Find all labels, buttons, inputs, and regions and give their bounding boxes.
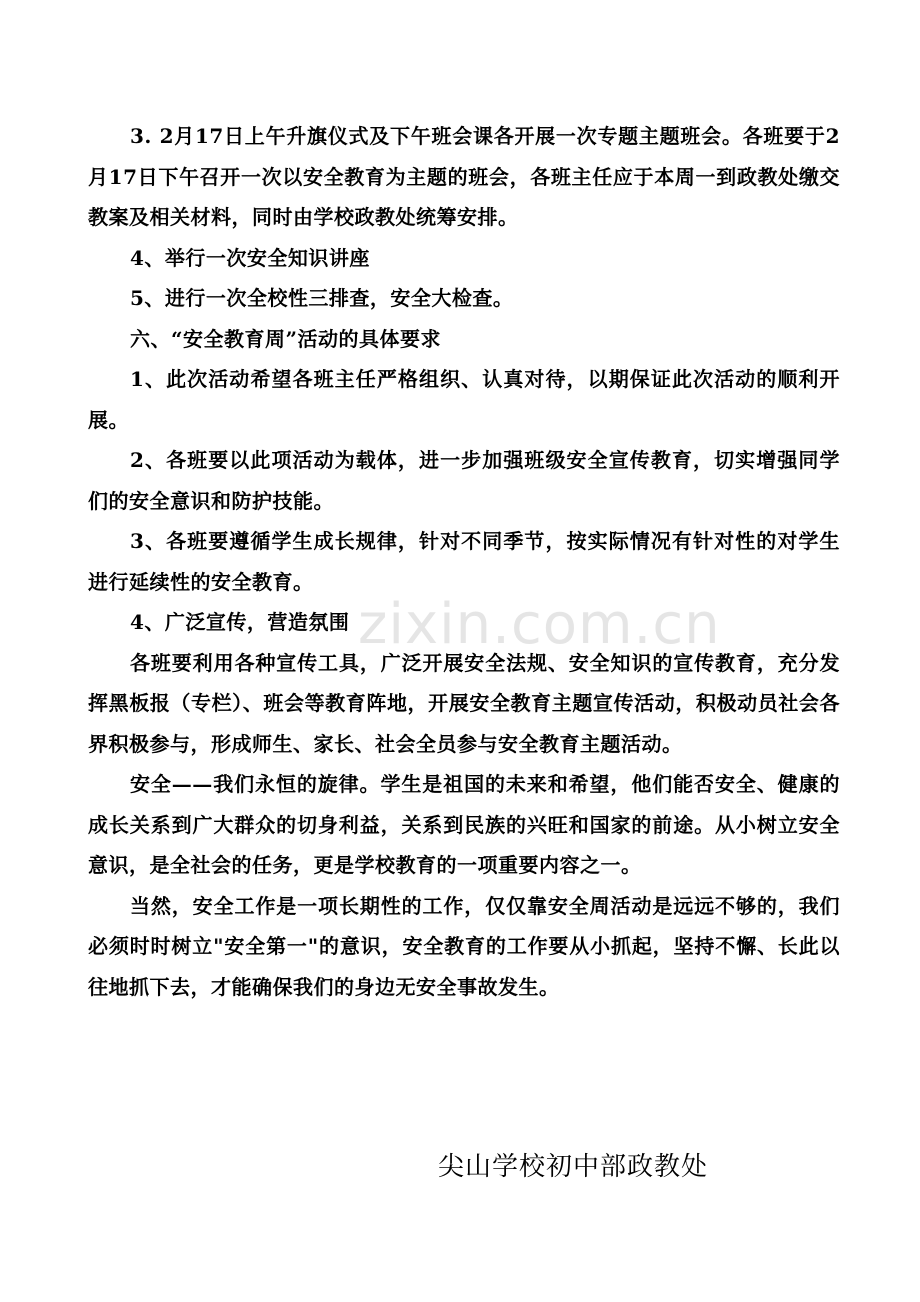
requirement-item-1: 1、此次活动希望各班主任严格组织、认真对待，以期保证此次活动的顺利开展。 bbox=[88, 367, 840, 432]
watermark: zixin.com.cn bbox=[358, 592, 721, 657]
requirement-item-3: 3、各班要遵循学生成长规律，针对不同季节，按实际情况有针对性的对学生进行延续性的安全教育。 bbox=[88, 529, 840, 594]
requirement-item-4: 4、广泛宣传，营造氛围 bbox=[130, 610, 350, 634]
paragraph-inspection: 5、进行一次全校性三排查，安全大检查。 bbox=[130, 286, 514, 310]
paragraph-conclusion: 当然，安全工作是一项长期性的工作，仅仅靠安全周活动是远远不够的，我们必须时时树立"安全第一"的意识，安全教育的工作要从小抓起，坚持不懈、长此以往地抓下去，才能确保我们的身边无安全事故发生。 bbox=[88, 893, 840, 999]
section-heading-requirements: 六、“安全教育周”活动的具体要求 bbox=[130, 326, 442, 351]
document-body bbox=[88, 116, 840, 1007]
paragraph-lecture: 4、举行一次安全知识讲座 bbox=[130, 245, 370, 270]
paragraph-publicity: 各班要利用各种宣传工具，广泛开展安全法规、安全知识的宣传教育，充分发挥黑板报（专栏）、班会等教育阵地，开展安全教育主题宣传活动，积极动员社会各界积极参与，形成师生、家长、社会全员参与安全教育主题活动。 bbox=[88, 650, 840, 756]
requirement-item-2: 2、各班要以此项活动为载体，进一步加强班级安全宣传教育，切实增强同学们的安全意识和防护技能。 bbox=[88, 448, 840, 513]
paragraph-meeting-plan: 3. 2月17日上午升旗仪式及下午班会课各开展一次专题主题班会。各班要于2月17日下午召开一次以安全教育为主题的班会，各班主任应于本周一到政教处缴交教案及相关材料，同时由学校政教处统筹安排。 bbox=[88, 124, 840, 229]
paragraph-safety-theme: 安全——我们永恒的旋律。学生是祖国的未来和希望，他们能否安全、健康的成长关系到广大群众的切身利益，关系到民族的兴旺和国家的前途。从小树立安全意识，是全社会的任务，更是学校教育的一项重要内容之一。 bbox=[88, 772, 840, 877]
signature: 尖山学校初中部政教处 bbox=[438, 1152, 709, 1182]
